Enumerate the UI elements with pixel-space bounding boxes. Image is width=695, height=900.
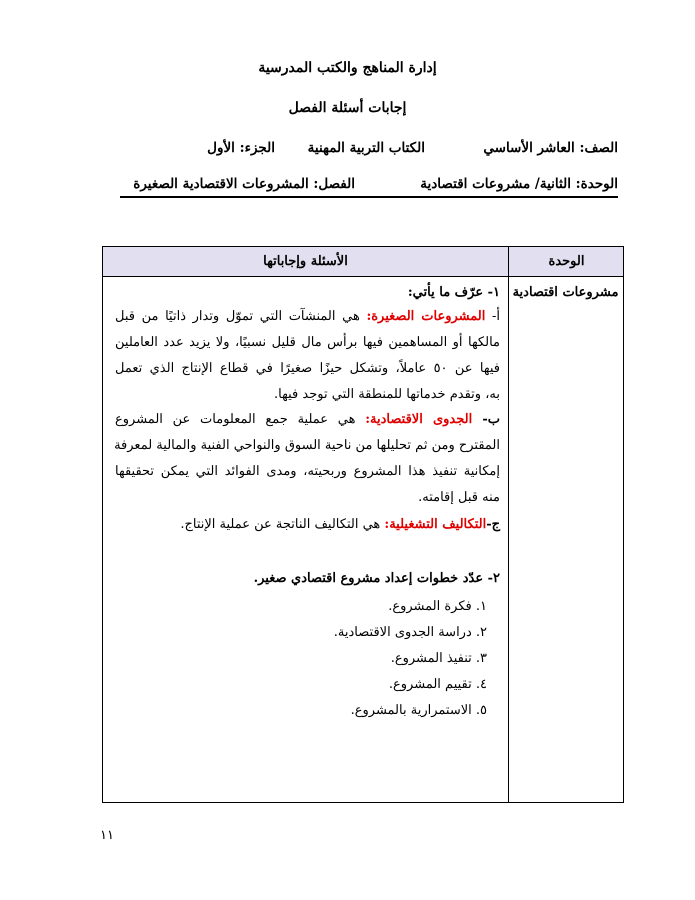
part-label: الجزء: الأول xyxy=(207,140,275,156)
q1-b-line-3: إمكانية تنفيذ هذا المشروع وربحيته، ومدى الفوائد التي يمكن تحقيقها xyxy=(115,464,500,479)
q1-a-text-1: هي المنشآت التي تموّل وتدار ذاتيًا من قبل xyxy=(115,309,360,324)
q1-c-text: هي التكاليف الناتجة عن عملية الإنتاج. xyxy=(180,517,385,532)
q1-c-prefix: ج- xyxy=(486,517,500,532)
q1-a-term: المشروعات الصغيرة: xyxy=(366,309,486,324)
q1-c-term: التكاليف التشغيلية: xyxy=(384,517,487,532)
q2-step-4: ٤. تقييم المشروع. xyxy=(388,677,487,692)
q1-a-line-1 xyxy=(115,309,500,324)
q1-a-prefix: أ- xyxy=(485,309,500,324)
q2-step-5: ٥. الاستمرارية بالمشروع. xyxy=(350,703,487,718)
q2-step-3: ٣. تنفيذ المشروع. xyxy=(390,651,487,666)
q1-b-line-4: منه قبل إقامته. xyxy=(418,490,500,505)
q1-b-line-1 xyxy=(115,412,500,427)
header-qa: الأسئلة وإجاباتها xyxy=(263,254,348,269)
q2-step-2: ٢. دراسة الجدوى الاقتصادية. xyxy=(333,625,487,640)
book-label: الكتاب التربية المهنية xyxy=(307,140,425,156)
meta-row-1 xyxy=(0,140,695,158)
q1-a-line-3: فيها عن ٥٠ عاملاً، وتشكل حيزًا صغيرًا في قطاع الإنتاج الذي تعمل xyxy=(115,361,500,376)
q1-b-text-1: هي عملية جمع المعلومات عن المشروع xyxy=(115,412,356,427)
unit-label: الوحدة: الثانية/ مشروعات اقتصادية xyxy=(420,176,618,192)
department-title: إدارة المناهج والكتب المدرسية xyxy=(258,60,437,76)
qa-table xyxy=(102,246,624,803)
q1-title: ١- عرّف ما يأتي: xyxy=(407,285,500,300)
header-unit: الوحدة xyxy=(548,254,585,269)
header-rule xyxy=(120,196,618,198)
q2-step-1: ١. فكرة المشروع. xyxy=(388,599,487,614)
grade-label: الصف: العاشر الأساسي xyxy=(483,140,618,156)
q1-a-line-2: مالكها أو المساهمين فيها برأس مال قليل نسبيًا، ولا يزيد عدد العاملين xyxy=(115,335,500,350)
column-divider xyxy=(508,247,509,802)
q1-b-line-2: المقترح ومن ثم تحليلها من ناحية السوق والنواحي الفنية والمالية لمعرفة xyxy=(114,438,500,453)
q1-a-line-4: به، وتقدم خدماتها للمنطقة التي توجد فيها. xyxy=(274,387,500,402)
q1-b-term: الجدوى الاقتصادية: xyxy=(365,412,473,427)
q1-c-line xyxy=(180,517,500,532)
chapter-label: الفصل: المشروعات الاقتصادية الصغيرة xyxy=(133,176,355,192)
page-number: ١١ xyxy=(100,828,114,843)
q2-title: ٢- عدّد خطوات إعداد مشروع اقتصادي صغير. xyxy=(253,571,500,586)
meta-row-2 xyxy=(0,176,695,194)
table-header-row xyxy=(103,247,623,277)
unit-cell: مشروعات اقتصادية xyxy=(512,285,619,300)
page-title: إجابات أسئلة الفصل xyxy=(288,100,407,116)
q1-b-prefix: ب- xyxy=(472,412,500,427)
